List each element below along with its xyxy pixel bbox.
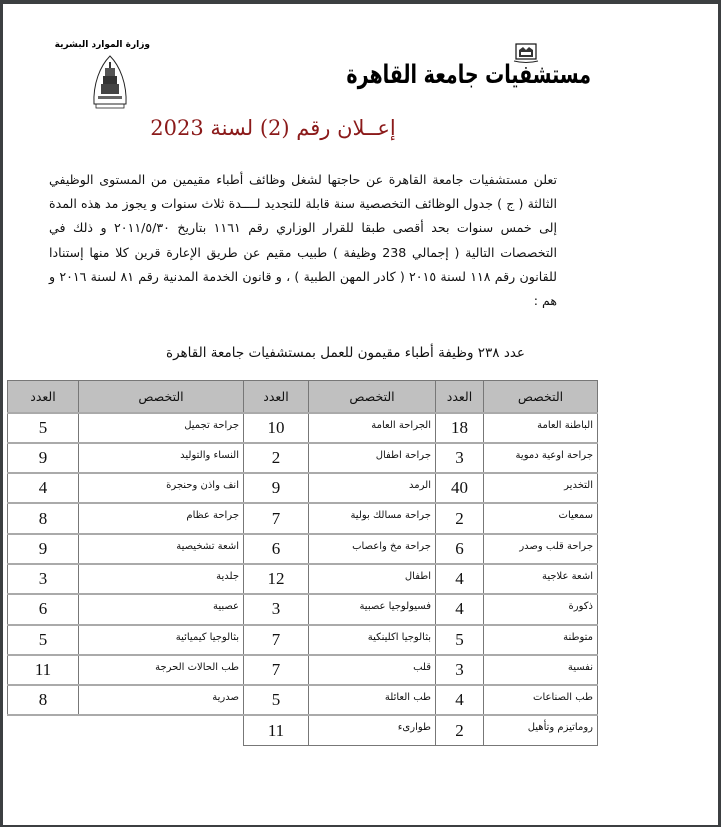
count-cell: 8 — [8, 503, 79, 533]
header-count: العدد — [436, 381, 484, 413]
table-row — [8, 503, 598, 533]
specialty-cell: ذكورة — [484, 594, 598, 624]
count-cell: 2 — [244, 443, 309, 473]
specialty-cell: طب العائلة — [309, 685, 436, 715]
table-row — [8, 413, 598, 443]
specialty-cell: بثالوجيا كيميائية — [79, 625, 244, 655]
specialty-cell: الجراحة العامة — [309, 413, 436, 443]
specialty-cell: جراحة مسالك بولية — [309, 503, 436, 533]
specialty-cell: جراحة عظام — [79, 503, 244, 533]
count-cell: 11 — [8, 655, 79, 685]
count-cell: 7 — [244, 655, 309, 685]
specialty-cell: جراحة قلب وصدر — [484, 534, 598, 564]
count-cell: 6 — [8, 594, 79, 624]
count-cell: 5 — [8, 625, 79, 655]
specialty-cell: قلب — [309, 655, 436, 685]
specialty-cell: انف واذن وحنجرة — [79, 473, 244, 503]
count-cell: 2 — [436, 503, 484, 533]
count-cell: 5 — [436, 625, 484, 655]
ministry-label: وزارة الموارد البشرية — [54, 40, 150, 50]
positions-table — [7, 380, 598, 746]
cairo-university-dome-emblem-icon — [92, 54, 128, 110]
count-cell: 3 — [8, 564, 79, 594]
specialty-cell: عصبية — [79, 594, 244, 624]
empty-cell — [79, 715, 244, 745]
table-caption: عدد ٢٣٨ وظيفة أطباء مقيمون للعمل بمستشفيات جامعة القاهرة — [166, 345, 525, 361]
specialty-cell: جراحة تجميل — [79, 413, 244, 443]
specialty-cell: بثالوجيا اكلينكية — [309, 625, 436, 655]
specialty-cell: النساء والتوليد — [79, 443, 244, 473]
count-cell: 3 — [436, 655, 484, 685]
specialty-cell: فسيولوجيا عصبية — [309, 594, 436, 624]
specialty-cell: صدرية — [79, 685, 244, 715]
table-row — [8, 625, 598, 655]
specialty-cell: طب الصناعات — [484, 685, 598, 715]
count-cell: 3 — [244, 594, 309, 624]
table-row — [8, 594, 598, 624]
header-specialty: التخصص — [484, 381, 598, 413]
hospitals-name: مستشفيات جامعة القاهرة — [346, 60, 591, 90]
table-row — [8, 443, 598, 473]
count-cell: 6 — [436, 534, 484, 564]
specialty-cell: سمعيات — [484, 503, 598, 533]
count-cell: 4 — [436, 685, 484, 715]
count-cell: 9 — [8, 443, 79, 473]
count-cell: 8 — [8, 685, 79, 715]
count-cell: 12 — [244, 564, 309, 594]
specialty-cell: اشعة تشخيصية — [79, 534, 244, 564]
specialty-cell: نفسية — [484, 655, 598, 685]
count-cell: 7 — [244, 503, 309, 533]
count-cell: 10 — [244, 413, 309, 443]
header-count: العدد — [8, 381, 79, 413]
table-header-row — [8, 381, 598, 413]
specialty-cell: جراحة اطفال — [309, 443, 436, 473]
document-page — [3, 4, 718, 825]
count-cell: 5 — [244, 685, 309, 715]
count-cell: 3 — [436, 443, 484, 473]
header-specialty: التخصص — [79, 381, 244, 413]
table-row — [8, 534, 598, 564]
specialty-cell: اطفال — [309, 564, 436, 594]
table-row — [8, 564, 598, 594]
count-cell: 18 — [436, 413, 484, 443]
announcement-paragraph: تعلن مستشفيات جامعة القاهرة عن حاجتها لشغل وظائف أطباء مقيمين من المستوى الوظيفي الثالثة ( ج ) جدول الوظائف التخصصية سنة قابلة للتجديد لــــدة ثلاث سنوات و يجوز مد هذه المدة إلى خمس سنوات بحد أقصى طبقا للقرار الوزاري رقم ١١٦١ بتاريخ ٢٠١١/٥/٣٠ و ذلك في التخصصات التالية ( إجمالي 238 وظيفة ) طبيب مقيم عن طريق الإعارة قرين كلا منها إستنادا للقانون رقم ١١٨ لسنة ٢٠١٥ ( كادر المهن الطبية ) ، و قانون الخدمة المدنية رقم ٨١ لسنة ٢٠١٦ و هم : — [49, 172, 557, 309]
count-cell: 40 — [436, 473, 484, 503]
specialty-cell: طوارىء — [309, 715, 436, 745]
ministry-logo-block — [54, 40, 150, 110]
count-cell: 7 — [244, 625, 309, 655]
count-cell: 6 — [244, 534, 309, 564]
count-cell: 4 — [436, 594, 484, 624]
count-cell: 2 — [436, 715, 484, 745]
empty-cell — [8, 715, 79, 745]
count-cell: 11 — [244, 715, 309, 745]
specialty-cell: الرمد — [309, 473, 436, 503]
specialty-cell: جلدية — [79, 564, 244, 594]
specialty-cell: اشعة علاجية — [484, 564, 598, 594]
specialty-cell: طب الحالات الحرجة — [79, 655, 244, 685]
table-row — [8, 715, 598, 745]
table-row — [8, 685, 598, 715]
hospitals-logo-block — [346, 42, 591, 90]
specialty-cell: التخدير — [484, 473, 598, 503]
specialty-cell: روماتيزم وتأهيل — [484, 715, 598, 745]
count-cell: 4 — [8, 473, 79, 503]
specialty-cell: جراحة مخ واعصاب — [309, 534, 436, 564]
count-cell: 9 — [244, 473, 309, 503]
count-cell: 4 — [436, 564, 484, 594]
announcement-body — [49, 168, 557, 313]
count-cell: 9 — [8, 534, 79, 564]
announcement-title: إعــلان رقم (2) لسنة 2023 — [150, 116, 396, 140]
table-row — [8, 473, 598, 503]
specialty-cell: متوطنة — [484, 625, 598, 655]
header-count: العدد — [244, 381, 309, 413]
specialty-cell: الباطنة العامة — [484, 413, 598, 443]
count-cell: 5 — [8, 413, 79, 443]
table-row — [8, 655, 598, 685]
specialty-cell: جراحة اوعية دموية — [484, 443, 598, 473]
header-specialty: التخصص — [309, 381, 436, 413]
